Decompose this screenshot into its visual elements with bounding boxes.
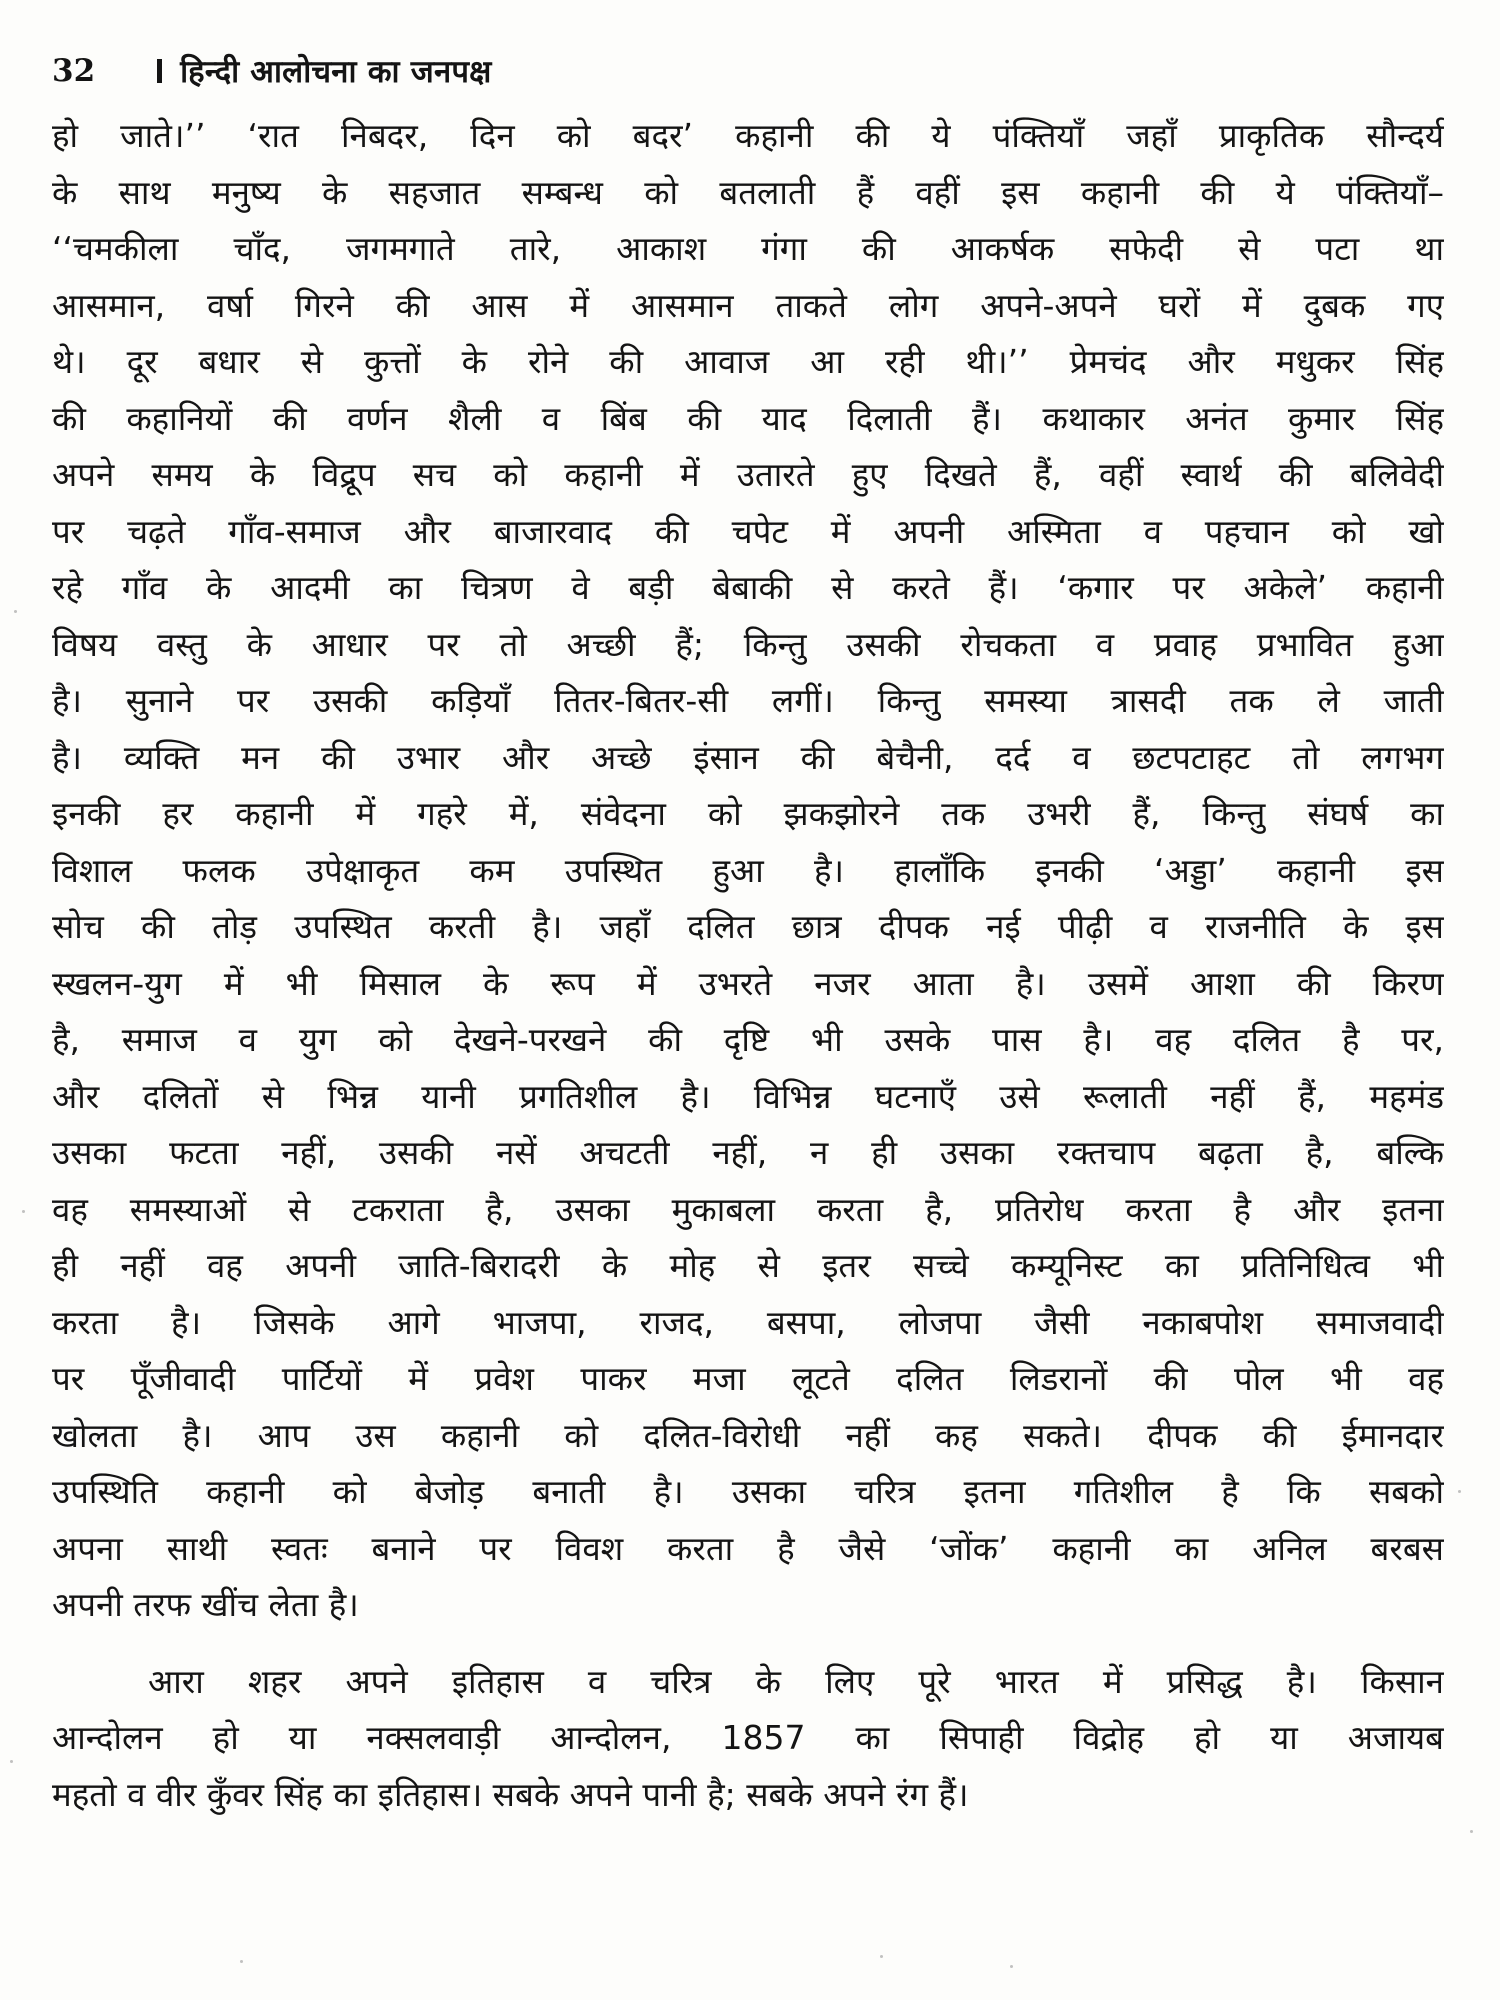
text-line: अपना साथी स्वतः बनाने पर विवश करता है जैसे ‘जोंक’ कहानी का अनिल बरबस xyxy=(52,1528,1444,1568)
text-line: है। व्यक्ति मन की उभार और अच्छे इंसान की बेचैनी, दर्द व छटपटाहट तो लगभग xyxy=(52,737,1444,777)
text-line: वह समस्याओं से टकराता है, उसका मुकाबला करता है, प्रतिरोध करता है और इतना xyxy=(52,1189,1444,1229)
scan-speck xyxy=(1458,1490,1461,1493)
text-line: सोच की तोड़ उपस्थित करती है। जहाँ दलित छात्र दीपक नई पीढ़ी व राजनीति के इस xyxy=(52,907,1444,946)
text-line: आरा शहर अपने इतिहास व चरित्र के लिए पूरे भारत में प्रसिद्ध है। किसान xyxy=(148,1661,1444,1701)
header-separator xyxy=(157,59,162,83)
text-line: आसमान, वर्षा गिरने की आस में आसमान ताकते लोग अपने-अपने घरों में दुबक गए xyxy=(52,285,1444,325)
text-line: विशाल फलक उपेक्षाकृत कम उपस्थित हुआ है। हालाँकि इनकी ‘अड्डा’ कहानी इस xyxy=(52,850,1444,890)
text-line: उसका फटता नहीं, उसकी नसें अचटती नहीं, न ही उसका रक्तचाप बढ़ता है, बल्कि xyxy=(52,1133,1444,1172)
scan-speck xyxy=(880,1955,883,1958)
text-line: है, समाज व युग को देखने-परखने की दृष्टि भी उसके पास है। वह दलित है पर, xyxy=(52,1020,1444,1059)
text-line: पर पूँजीवादी पार्टियों में प्रवेश पाकर मजा लूटते दलित लिडरानों की पोल भी वह xyxy=(52,1359,1444,1398)
book-title: हिन्दी आलोचना का जनपक्ष xyxy=(180,54,492,90)
text-line: स्खलन-युग में भी मिसाल के रूप में उभरते नजर आता है। उसमें आशा की किरण xyxy=(52,963,1444,1003)
text-line: खोलता है। आप उस कहानी को दलित-विरोधी नहीं कह सकते। दीपक की ईमानदार xyxy=(52,1415,1444,1455)
text-line: के साथ मनुष्य के सहजात सम्बन्ध को बतलाती हैं वहीं इस कहानी की ये पंक्तियाँ– xyxy=(52,172,1444,212)
text-line: रहे गाँव के आदमी का चित्रण वे बड़ी बेबाकी से करते हैं। ‘कगार पर अकेले’ कहानी xyxy=(52,568,1444,607)
text-line: करता है। जिसके आगे भाजपा, राजद, बसपा, लोजपा जैसी नकाबपोश समाजवादी xyxy=(52,1302,1444,1342)
scan-speck xyxy=(10,1760,13,1763)
text-line: उपस्थिति कहानी को बेजोड़ बनाती है। उसका चरित्र इतना गतिशील है कि सबको xyxy=(52,1472,1444,1511)
body-text xyxy=(52,108,1444,1823)
text-line: आन्दोलन हो या नक्सलवाड़ी आन्दोलन, 1857 का सिपाही विद्रोह हो या अजायब xyxy=(52,1718,1444,1757)
text-line: और दलितों से भिन्न यानी प्रगतिशील है। विभिन्न घटनाएँ उसे रूलाती नहीं हैं, महमंड xyxy=(52,1076,1444,1116)
text-line: की कहानियों की वर्णन शैली व बिंब की याद दिलाती हैं। कथाकार अनंत कुमार सिंह xyxy=(52,398,1444,438)
scan-speck xyxy=(240,1960,243,1963)
text-line: ‘‘चमकीला चाँद, जगमगाते तारे, आकाश गंगा की आकर्षक सफेदी से पटा था xyxy=(52,229,1444,268)
scan-speck xyxy=(22,1210,25,1213)
text-line: पर चढ़ते गाँव-समाज और बाजारवाद की चपेट में अपनी अस्मिता व पहचान को खो xyxy=(52,511,1444,551)
paragraph xyxy=(52,1654,1444,1824)
text-line: थे। दूर बधार से कुत्तों के रोने की आवाज आ रही थी।’’ प्रेमचंद और मधुकर सिंह xyxy=(52,342,1444,381)
text-line: अपनी तरफ खींच लेता है। xyxy=(52,1585,359,1624)
page-number: 32 xyxy=(52,53,96,89)
scan-speck xyxy=(1470,1830,1473,1833)
paragraph xyxy=(52,108,1444,1634)
text-line: विषय वस्तु के आधार पर तो अच्छी हैं; किन्तु उसकी रोचकता व प्रवाह प्रभावित हुआ xyxy=(52,624,1444,664)
text-line: हो जाते।’’ ‘रात निबदर, दिन को बदर’ कहानी की ये पंक्तियाँ जहाँ प्राकृतिक सौन्दर्य xyxy=(52,116,1444,155)
paragraph-gap xyxy=(52,1634,1444,1654)
text-line: है। सुनाने पर उसकी कड़ियाँ तितर-बितर-सी लगीं। किन्तु समस्या त्रासदी तक ले जाती xyxy=(52,681,1444,720)
text-line: महतो व वीर कुँवर सिंह का इतिहास। सबके अपने पानी है; सबके अपने रंग हैं। xyxy=(52,1774,969,1814)
text-line: ही नहीं वह अपनी जाति-बिरादरी के मोह से इतर सच्चे कम्यूनिस्ट का प्रतिनिधित्व भी xyxy=(52,1246,1444,1285)
scan-speck xyxy=(1010,1965,1013,1968)
scan-speck xyxy=(14,610,17,613)
text-line: इनकी हर कहानी में गहरे में, संवेदना को झकझोरने तक उभरी हैं, किन्तु संघर्ष का xyxy=(52,794,1444,833)
running-header xyxy=(52,46,492,96)
text-line: अपने समय के विद्रूप सच को कहानी में उतारते हुए दिखते हैं, वहीं स्वार्थ की बलिवेदी xyxy=(52,455,1444,494)
